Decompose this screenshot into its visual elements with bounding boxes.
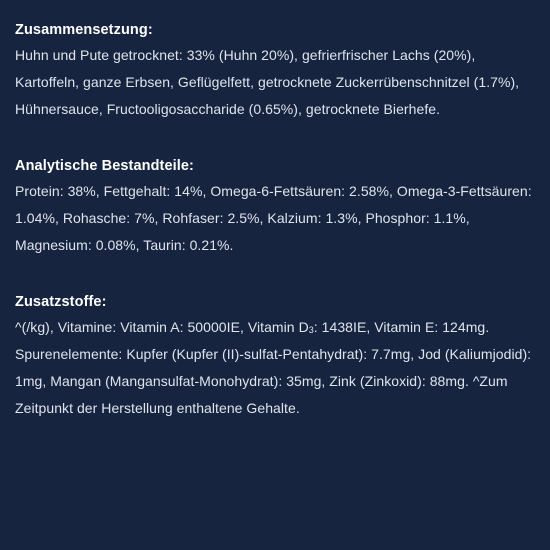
composition-text: Huhn und Pute getrocknet: 33% (Huhn 20%), gefrierfrischer Lachs (20%), Kartoffeln, ganze Erbsen, Geflügelfett, getrocknete Zuckerrübenschnitzel (1.7%), Hühnersauce, Fructooligosaccharide (0.65%), getrocknete Bierhefe. <box>15 47 520 117</box>
additives-text <box>15 314 536 422</box>
additives-heading: Zusatzstoffe: <box>15 294 107 310</box>
additives-text-part2: : 1438IE, Vitamin E: 124mg. Spurenelemente: Kupfer (Kupfer (II)-sulfat-Pentahydrat): 7.7mg, Jod (Kaliumjodid): 1mg, Mangan (Mangansulfat-Monohydrat): 35mg, Zink (Zinkoxid): 88mg. ^Zum Zeitpunkt der Herstellung enthaltene Gehalte. <box>15 319 532 416</box>
vitamin-d-subscript: 3 <box>308 325 314 335</box>
additives-text-part1: ^(/kg), Vitamine: Vitamin A: 50000IE, Vitamin D <box>15 319 309 335</box>
additives-section <box>15 290 536 422</box>
composition-section <box>15 18 536 123</box>
analysis-heading: Analytische Bestandteile: <box>15 158 194 174</box>
analysis-text: Protein: 38%, Fettgehalt: 14%, Omega-6-Fettsäuren: 2.58%, Omega-3-Fettsäuren: 1.04%, Rohasche: 7%, Rohfaser: 2.5%, Kalzium: 1.3%, Phosphor: 1.1%, Magnesium: 0.08%, Taurin: 0.21%. <box>15 183 532 253</box>
composition-heading: Zusammensetzung: <box>15 22 153 38</box>
analysis-section <box>15 154 536 259</box>
